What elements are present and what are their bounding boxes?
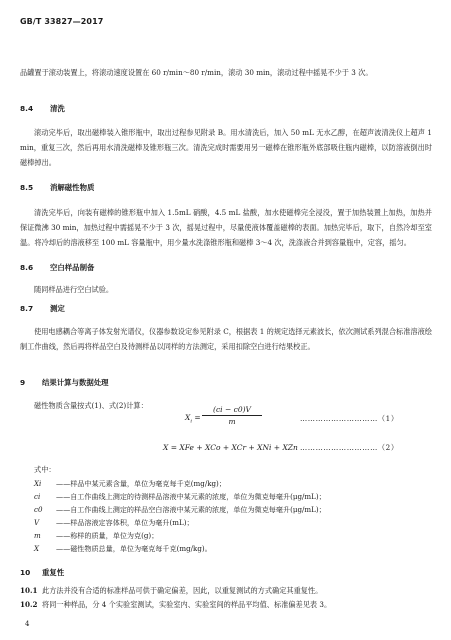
definition-symbol: X: [34, 544, 40, 553]
formula-1-fraction: [202, 405, 262, 426]
formula-1-lhs: [185, 413, 201, 425]
definition-symbol: V: [34, 518, 40, 527]
formula-intro: 磁性物质含量按式(1)、式(2)计算：: [34, 401, 148, 410]
section-title: 测定: [50, 304, 65, 313]
section-8-6-heading: [20, 262, 94, 273]
section-number: 8.4: [20, 104, 34, 113]
definition-symbol: c0: [34, 505, 43, 514]
formula-1-number: …………………………（1）: [300, 414, 399, 423]
clause-text: 将同一种样品，分 4 个实验室测试，实验室内、实验室间的样品平均值、标准偏差见表 3。: [42, 600, 332, 609]
formula-1-subscript: i: [190, 418, 192, 425]
definition-symbol: Xi: [34, 479, 42, 488]
continuation-paragraph: 品罐置于滚动装置上，将滚动速度设置在 60 r/min～80 r/min，滚动 30 min，滚动过程中摇晃不少于 3 次。: [20, 68, 373, 77]
section-8-7-heading: [20, 303, 65, 314]
where-label: 式中：: [34, 465, 56, 474]
definition-text: ——样品中某元素含量，单位为毫克每千克(mg/kg)；: [56, 479, 226, 488]
fraction-bar: [202, 415, 262, 416]
page-number: 4: [25, 620, 30, 628]
formula-1-denominator: m: [228, 417, 236, 426]
definition-text: ——自工作曲线上测定的待测样品溶液中某元素的浓度，单位为微克每毫升(μg/mL)；: [56, 492, 326, 501]
formula-1-equals: =: [191, 413, 201, 422]
definition-text: ——磁性物质总量，单位为毫克每千克(mg/kg)。: [56, 544, 212, 553]
section-title: 清洗: [50, 104, 65, 113]
definition-text: ——自工作曲线上测定的样品空白溶液中某元素的浓度，单位为微克每毫升(μg/mL)；: [56, 505, 326, 514]
clause-number: 10.1: [20, 586, 38, 595]
definition-text: ——样品溶液定容体积，单位为毫升(mL)；: [56, 518, 194, 527]
section-10-heading: [20, 567, 64, 578]
section-8-4-heading: [20, 103, 65, 114]
formula-1-variable: X: [185, 413, 191, 422]
definition-row: [34, 543, 432, 555]
clause-10-1: [20, 585, 432, 597]
definition-symbol: ci: [34, 492, 41, 501]
section-8-5-body: 清洗完毕后，向装有磁棒的锥形瓶中加入 1.5mL 硝酸，4.5 mL 盐酸，加水使磁棒完全浸没，置于加热装置上加热，加热并保证微沸 30 min，加热过程中需摇晃不少于 3 次，摇晃过程中，尽量使液体覆盖磁棒的表面。加热完毕后，取下，自然冷却至室温。将冷却后的溶液移至 100 mL 容量瓶中，用少量水洗涤锥形瓶和磁棒 3～4 次，洗涤液合并到容量瓶中，定容，摇匀。: [20, 208, 432, 247]
definition-row: [34, 478, 432, 490]
section-8-7-body: 使用电感耦合等离子体发射光谱仪，仪器参数设定参见附录 C，根据表 1 的规定选择元素波长，依次测试系列混合标准溶液绘制工作曲线，然后再将样品空白及待测样品以同样的方法测定，采用扣除空白进行结果校正。: [20, 327, 432, 351]
section-9-heading: [20, 377, 109, 388]
definition-row: [34, 530, 432, 542]
document-id: GB/T 33827—2017: [20, 17, 104, 26]
clause-number: 10.2: [20, 600, 38, 609]
section-number: 9: [20, 378, 26, 387]
definition-row: [34, 504, 432, 516]
formula-1-numerator: (ci − c0)V: [213, 405, 251, 414]
clause-text: 此方法并没有合适的标准样品可供于确定偏差，因此，以重复测试的方式确定其重复性。: [42, 586, 323, 595]
formula-2: X = XFe + XCo + XCr + XNi + XZn: [163, 443, 298, 452]
definition-symbol: m: [34, 531, 41, 540]
section-8-5-heading: [20, 182, 94, 193]
section-8-4-body: 滚动完毕后，取出磁棒装入锥形瓶中，取出过程参见附录 B。用水清洗后，加入 50 mL 无水乙醇，在超声波清洗仪上超声 1 min，重复三次，然后再用水清洗磁棒及锥形瓶三次。清洗完成时需要用另一磁棒在锥形瓶外底部吸住瓶内磁棒，以防溶液倒出时磁棒掉出。: [20, 128, 432, 167]
section-title: 消解磁性物质: [50, 183, 95, 192]
section-8-6-body: 随同样品进行空白试验。: [34, 285, 114, 294]
definition-row: [34, 491, 432, 503]
section-title: 空白样品制备: [50, 263, 95, 272]
definition-row: [34, 517, 432, 529]
section-title: 结果计算与数据处理: [42, 378, 109, 387]
section-number: 8.6: [20, 263, 34, 272]
section-number: 8.7: [20, 304, 34, 313]
definition-text: ——称样的质量，单位为克(g)；: [56, 531, 159, 540]
section-title: 重复性: [42, 568, 65, 577]
clause-10-2: [20, 599, 432, 611]
section-number: 10: [20, 568, 31, 577]
section-number: 8.5: [20, 183, 34, 192]
formula-2-number: …………………………（2）: [300, 443, 399, 452]
